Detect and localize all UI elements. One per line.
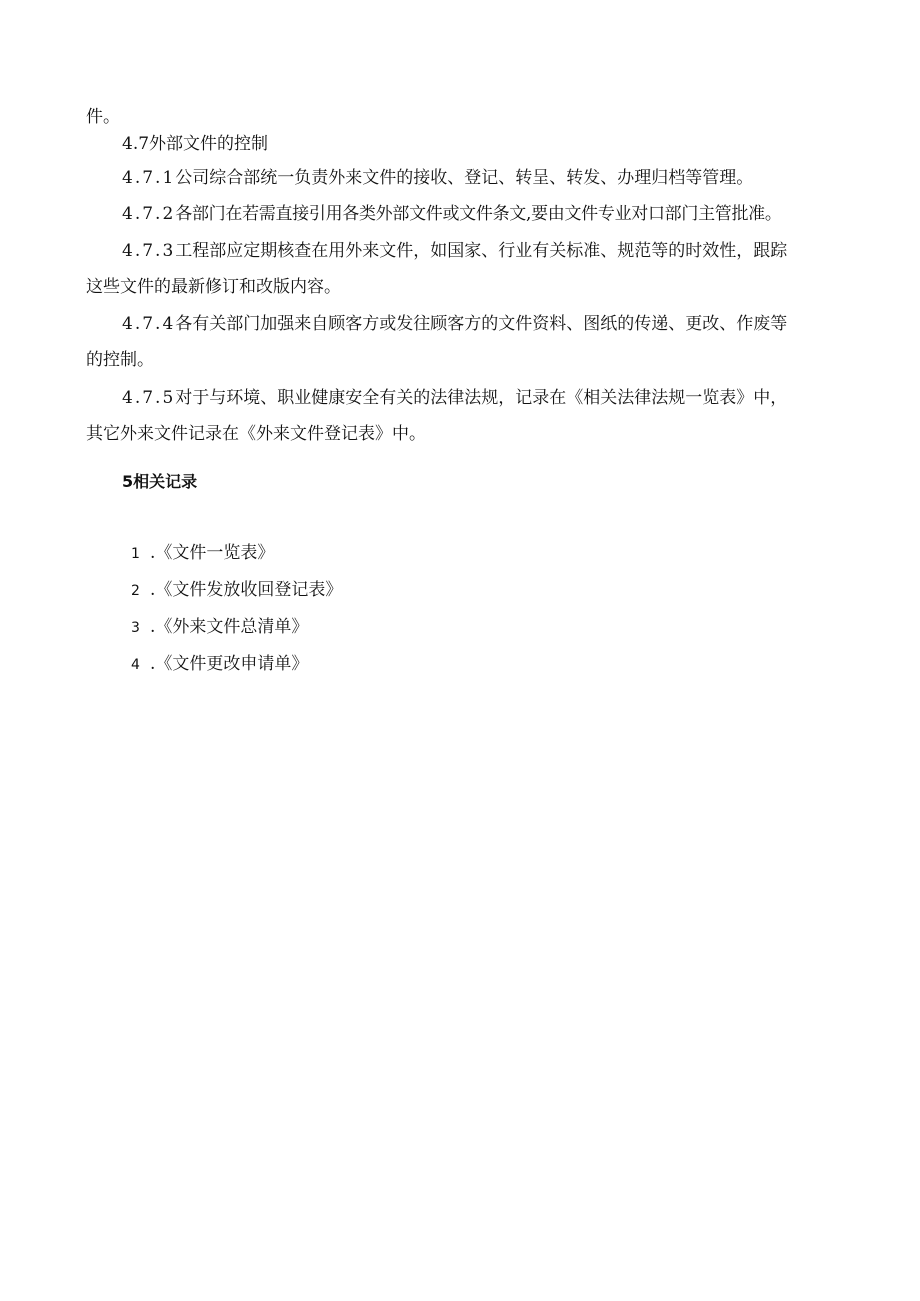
list-item-text: .《文件更改申请单》 bbox=[150, 654, 309, 674]
list-item-text: .《文件发放收回登记表》 bbox=[150, 580, 343, 600]
clause-4-7-1 bbox=[122, 167, 753, 189]
clause-4-7-4 bbox=[122, 313, 787, 335]
clause-4-7-2 bbox=[122, 203, 782, 225]
clause-number: 4.7.3 bbox=[122, 241, 176, 261]
clause-4-7-3-continued: 这些文件的最新修订和改版内容。 bbox=[86, 277, 341, 297]
clause-4-7-5-continued: 其它外来文件记录在《外来文件登记表》中。 bbox=[86, 424, 426, 444]
clause-4-7-5 bbox=[122, 387, 787, 409]
clause-4-7-4-continued: 的控制。 bbox=[86, 350, 154, 370]
clause-number: 4.7.4 bbox=[122, 314, 176, 334]
list-item-text: .《文件一览表》 bbox=[150, 543, 275, 563]
list-item-number: 4 bbox=[131, 657, 140, 673]
continuation-text: 件。 bbox=[86, 107, 120, 127]
clause-number: 4.7.2 bbox=[122, 204, 176, 224]
clause-text: 工程部应定期核查在用外来文件，如国家、行业有关标准、规范等的时效性，跟踪 bbox=[175, 241, 788, 261]
clause-text: 公司综合部统一负责外来文件的接收、登记、转呈、转发、办理归档等管理。 bbox=[175, 168, 754, 188]
section-4-7-title: 4.7外部文件的控制 bbox=[122, 134, 269, 154]
list-item-number: 3 bbox=[131, 620, 140, 636]
clause-number: 4.7.1 bbox=[122, 168, 176, 188]
clause-number: 4.7.5 bbox=[122, 388, 176, 408]
clause-text: 各有关部门加强来自顾客方或发往顾客方的文件资料、图纸的传递、更改、作废等 bbox=[175, 314, 788, 334]
clause-4-7-3 bbox=[122, 240, 787, 262]
list-item-text: .《外来文件总清单》 bbox=[150, 617, 309, 637]
list-item-number: 1 bbox=[131, 546, 140, 562]
list-item-number: 2 bbox=[131, 583, 140, 599]
clause-text: 对于与环境、职业健康安全有关的法律法规，记录在《相关法律法规一览表》中， bbox=[175, 388, 788, 408]
clause-text: 各部门在若需直接引用各类外部文件或文件条文,要由文件专业对口部门主管批准。 bbox=[175, 204, 782, 224]
section-5-title: 5相关记录 bbox=[122, 472, 198, 491]
